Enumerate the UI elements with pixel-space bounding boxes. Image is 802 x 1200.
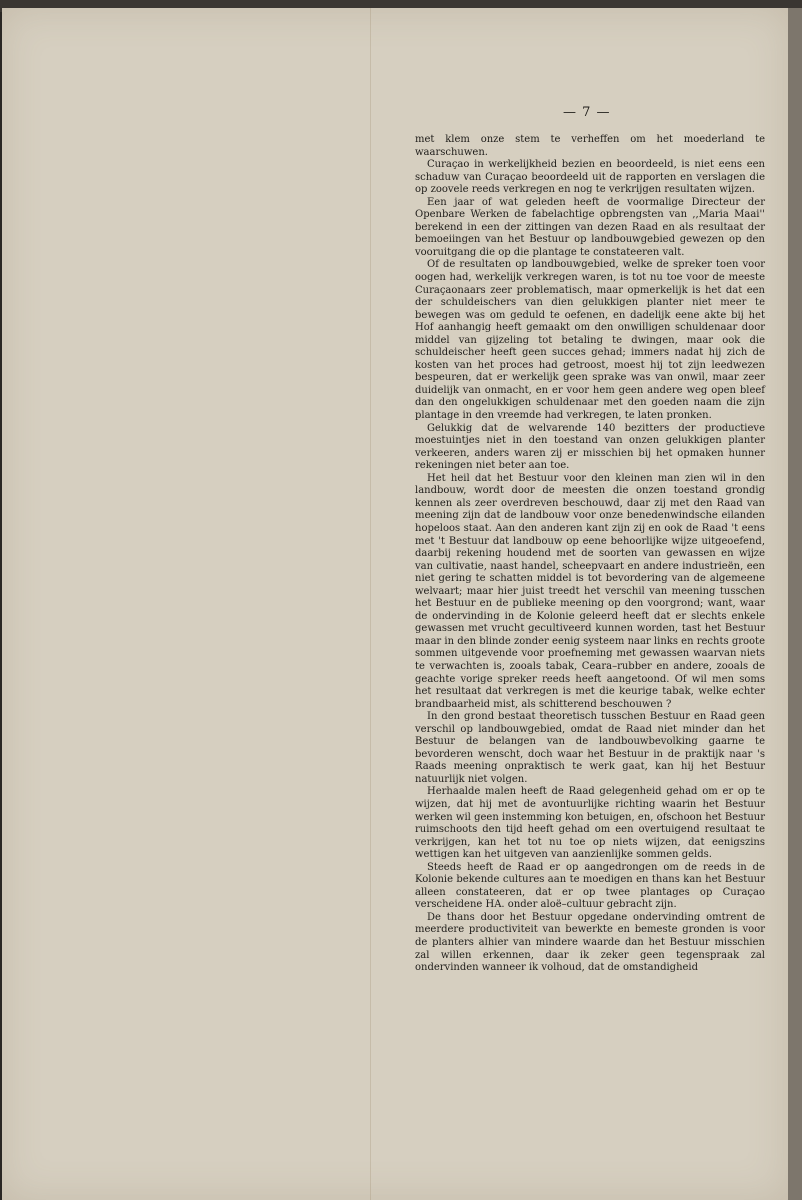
- paragraph: In den grond bestaat theoretisch tusschen Bestuur en Raad geen verschil op landbouwgebied, omdat de Raad niet minder dan het Bestuur de belangen van de landbouwbevolking gaarne te bevorderen wenscht, doch waar het Bestuur in de praktijk naar 's Raads meening onpraktisch te werk gaat, kan hij het Bestuur natuurlijk niet volgen.: [415, 711, 765, 785]
- paragraph: Een jaar of wat geleden heeft de voormalige Directeur der Openbare Werken de fabelachtige opbrengsten van ,,Maria Maai'' berekend in een der zittingen van dezen Raad en als resultaat der bemoeiingen van het Bestuur op landbouwgebied gewezen op den vooruitgang die op die plantage te constateeren valt.: [415, 196, 765, 258]
- page-number: — 7 —: [563, 105, 611, 120]
- paragraph: Gelukkig dat de welvarende 140 bezitters der productieve moestuintjes niet in den toestand van onzen gelukkigen planter verkeeren, anders waren zij er misschien bij het opmaken hunner rekeningen niet beter aan toe.: [415, 422, 765, 472]
- paragraph: De thans door het Bestuur opgedane ondervinding omtrent de meerdere productiviteit van bewerkte en bemeste gronden is voor de planters alhier van mindere waarde dan het Bestuur misschien zal willen erkennen, daar ik zeker geen tegenspraak zal ondervinden wanneer ik volhoud, dat de omstandigheid: [415, 911, 765, 974]
- paragraph: Herhaalde malen heeft de Raad gelegenheid gehad om er op te wijzen, dat hij met de avontuurlijke richting waarin het Bestuur werken wil geen instemming kon betuigen, en, ofschoon het Bestuur ruimschoots den tijd heeft gehad om een overtuigend resultaat te verkrijgen, kan het tot nu toe op niets wijzen, dat eenigszins wettigen kan het uitgeven van aanzienlijke sommen gelds.: [415, 786, 765, 861]
- paragraph: Steeds heeft de Raad er op aangedrongen om de reeds in de Kolonie bekende cultures aan te moedigen en thans kan het Bestuur alleen constateeren, dat er op twee plantages op Curaçao verscheidene HA. onder aloë–cultuur gebracht zijn.: [415, 861, 765, 911]
- paragraph: met klem onze stem te verheffen om het moederland te waarschuwen.: [415, 134, 765, 158]
- text-column: [415, 134, 765, 975]
- scan-edge: [788, 8, 802, 1200]
- paragraph: Curaçao in werkelijkheid bezien en beoordeeld, is niet eens een schaduw van Curaçao beoordeeld uit de rapporten en verslagen die op zoovele reeds verkregen en nog te verkrijgen resultaten wijzen.: [415, 159, 765, 196]
- page-fold-line: [370, 8, 371, 1200]
- paragraph: Het heil dat het Bestuur voor den kleinen man zien wil in den landbouw, wordt door de meesten die onzen toestand grondig kennen als zeer overdreven beschouwd, daar zij met den Raad van meening zijn dat de landbouw voor onze benedenwindsche eilanden hopeloos staat. Aan den anderen kant zijn zij en ook de Raad 't eens met 't Bestuur dat landbouw op eene behoorlijke wijze uitgeoefend, daarbij rekening houdend met de soorten van gewassen en wijze van cultivatie, naast handel, scheepvaart en andere industrieën, een niet gering te schatten middel is tot bevordering van de algemeene welvaart; maar hier juist treedt het verschil van meening tusschen het Bestuur en de publieke meening op den voorgrond; want, waar de ondervinding in de Kolonie geleerd heeft dat er slechts enkele gewassen met vrucht gecultiveerd kunnen worden, tast het Bestuur maar in den blinde zonder eenig systeem naar links en rechts groote sommen uitgevende voor proefneming met gewassen waarvan niets te verwachten is, zooals tabak, Ceara–rubber en andere, zooals de geachte vorige spreker reeds heeft aangetoond. Of wil men soms het resultaat dat verkregen is met die keurige tabak, welke echter brandbaarheid mist, als schitterend beschouwen ?: [415, 472, 765, 710]
- paragraph: Of de resultaten op landbouwgebied, welke de spreker toen voor oogen had, werkelijk verkregen waren, is tot nu toe voor de meeste Curaçaonaars zeer problematisch, maar opmerkelijk is het dat een der schuldeischers van dien gelukkigen planter niet meer te bewegen was om geduld te oefenen, en dadelijk eene akte bij het Hof aanhangig heeft gemaakt om den onwilligen schuldenaar door middel van gijzeling tot betaling te dwingen, maar ook die schuldeischer heeft geen succes gehad; immers nadat hij zich de kosten van het proces had getroost, moest hij tot zijn leedwezen bespeuren, dat er werkelijk geen sprake was van onwil, maar zeer duidelijk van onmacht, en er voor hem geen andere weg open bleef dan den ongelukkigen schuldenaar met den goeden naam die zijn plantage in den vreemde had verkregen, te laten pronken.: [415, 259, 765, 422]
